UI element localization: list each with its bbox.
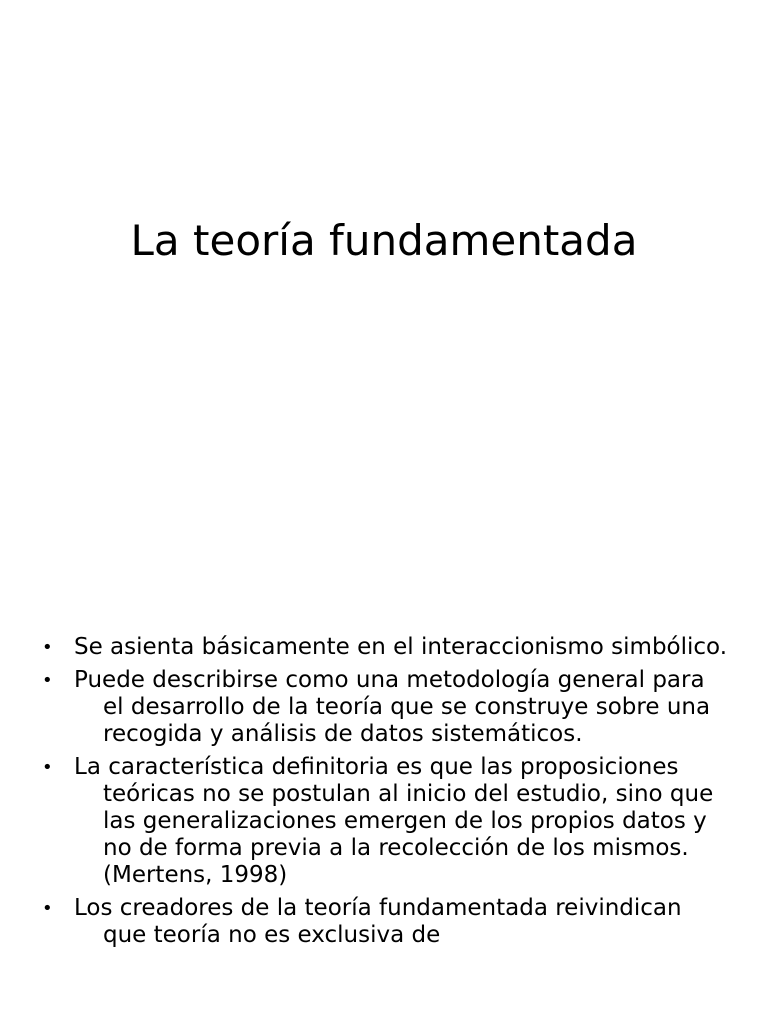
bullet-text: Puede describirse como una metodología general para el desarrollo de la teoría que se construye sobre una recogida y análisis de datos sistemáticos. <box>74 667 711 747</box>
bullet-item <box>0 895 768 949</box>
bullet-text: Se asienta básicamente en el interaccionismo simbólico. <box>74 634 728 660</box>
bullet-marker: • <box>42 670 53 691</box>
bullet-marker: • <box>42 898 53 919</box>
bullet-marker: • <box>42 637 53 658</box>
bullet-item <box>0 634 768 661</box>
bullet-item <box>0 667 768 748</box>
bullet-item <box>0 754 768 889</box>
bullet-text: Los creadores de la teoría fundamentada reivindican que teoría no es exclusiva de <box>74 895 682 948</box>
bullet-marker: • <box>42 757 53 778</box>
bullet-text: La característica definitoria es que las proposiciones teóricas no se postulan al inicio del estudio, sino que las generalizaciones emergen de los propios datos y no de forma previa a la recolección de los mismos. (Mertens, 1998) <box>74 754 714 888</box>
slide-title: La teoría fundamentada <box>130 216 638 265</box>
bullet-list <box>0 634 768 955</box>
